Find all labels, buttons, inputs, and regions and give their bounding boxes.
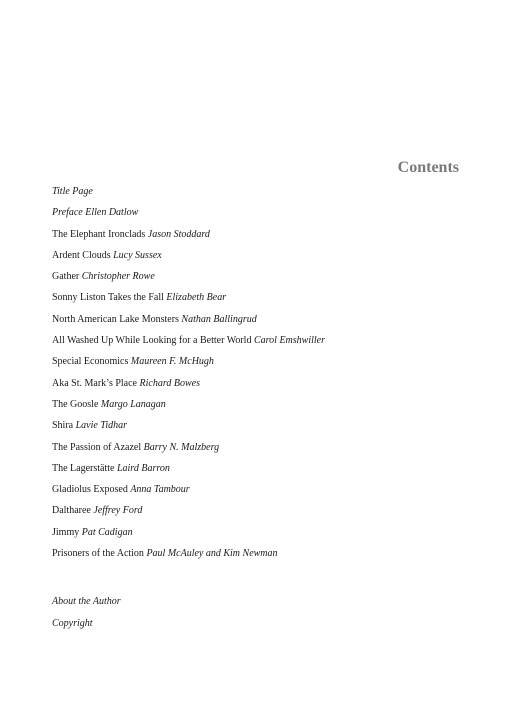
toc-item-st-marks-place[interactable]: [52, 377, 325, 398]
toc-item-title: Title Page: [52, 186, 93, 197]
toc-item-all-washed-up[interactable]: [52, 334, 325, 355]
toc-item-title: Ardent Clouds: [52, 249, 111, 261]
toc-item-copyright[interactable]: Copyright: [52, 617, 93, 629]
toc-item-sonny-liston[interactable]: [52, 291, 325, 312]
toc-item-title: Gladiolus Exposed: [52, 484, 128, 496]
toc-item-title: Sonny Liston Takes the Fall: [52, 292, 164, 304]
toc-item-title: The Elephant Ironclads: [52, 228, 146, 240]
toc-item-the-goosle[interactable]: [52, 398, 325, 419]
toc-item-gather[interactable]: [52, 270, 325, 291]
toc-item-author: Margo Lanagan: [100, 398, 166, 410]
toc-item-author: Jason Stoddard: [147, 228, 210, 240]
toc-item-preface[interactable]: [52, 206, 325, 227]
toc-item-elephant-ironclads[interactable]: [52, 228, 325, 249]
toc-item-author: Elizabeth Bear: [166, 292, 227, 304]
toc-item-title: Jimmy: [52, 526, 80, 538]
toc-item-title: Special Economics: [52, 356, 129, 368]
toc-item-prisoners-of-the-action[interactable]: [52, 547, 325, 568]
toc-item-author: Pat Cadigan: [81, 526, 133, 538]
page-title: Contents: [397, 159, 459, 176]
toc-item-title: The Lagerstätte: [52, 462, 115, 474]
toc-item-special-economics[interactable]: [52, 355, 325, 376]
toc-item-title-page[interactable]: [52, 185, 325, 206]
toc-item-author: Paul McAuley and Kim Newman: [146, 548, 278, 560]
toc-list: [52, 185, 325, 568]
toc-item-lake-monsters[interactable]: [52, 313, 325, 334]
toc-item-title: North American Lake Monsters: [52, 313, 179, 325]
toc-item-passion-of-azazel[interactable]: [52, 441, 325, 462]
toc-item-title: Prisoners of the Action: [52, 548, 144, 560]
toc-item-jimmy[interactable]: [52, 526, 325, 547]
toc-item-author: Carol Emshwiller: [253, 335, 325, 347]
toc-item-title: Gather: [52, 271, 80, 283]
toc-item-daltharee[interactable]: [52, 504, 325, 525]
toc-item-author: Anna Tambour: [130, 484, 190, 496]
toc-item-ardent-clouds[interactable]: [52, 249, 325, 270]
toc-item-title: Shira: [52, 420, 74, 432]
toc-item-author: Nathan Ballingrud: [181, 313, 257, 325]
toc-item-author: Barry N. Malzberg: [143, 441, 220, 453]
toc-item-author: Lucy Sussex: [113, 249, 162, 261]
toc-item-title: The Goosle: [52, 398, 99, 410]
toc-item-author: Maureen F. McHugh: [130, 356, 214, 368]
toc-item-title: Aka St. Mark’s Place: [52, 377, 137, 389]
toc-item-author: Lavie Tidhar: [75, 420, 128, 432]
toc-item-about-the-author[interactable]: About the Author: [52, 596, 121, 607]
toc-item-gladiolus-exposed[interactable]: [52, 483, 325, 504]
toc-item-title: The Passion of Azazel: [52, 441, 142, 453]
toc-item-title: All Washed Up While Looking for a Better World: [52, 335, 252, 347]
toc-item-lagerstatte[interactable]: [52, 462, 325, 483]
toc-item-title: Daltharee: [52, 505, 91, 517]
toc-item-title: Preface: [52, 207, 83, 219]
toc-item-author: Richard Bowes: [139, 377, 200, 389]
toc-item-author: Ellen Datlow: [85, 207, 139, 219]
back-matter-list: [52, 595, 121, 638]
toc-item-author: Christopher Rowe: [81, 271, 155, 283]
toc-item-shira[interactable]: [52, 419, 325, 440]
toc-item-author: Jeffrey Ford: [93, 505, 143, 517]
toc-item-author: Laird Barron: [116, 462, 170, 474]
